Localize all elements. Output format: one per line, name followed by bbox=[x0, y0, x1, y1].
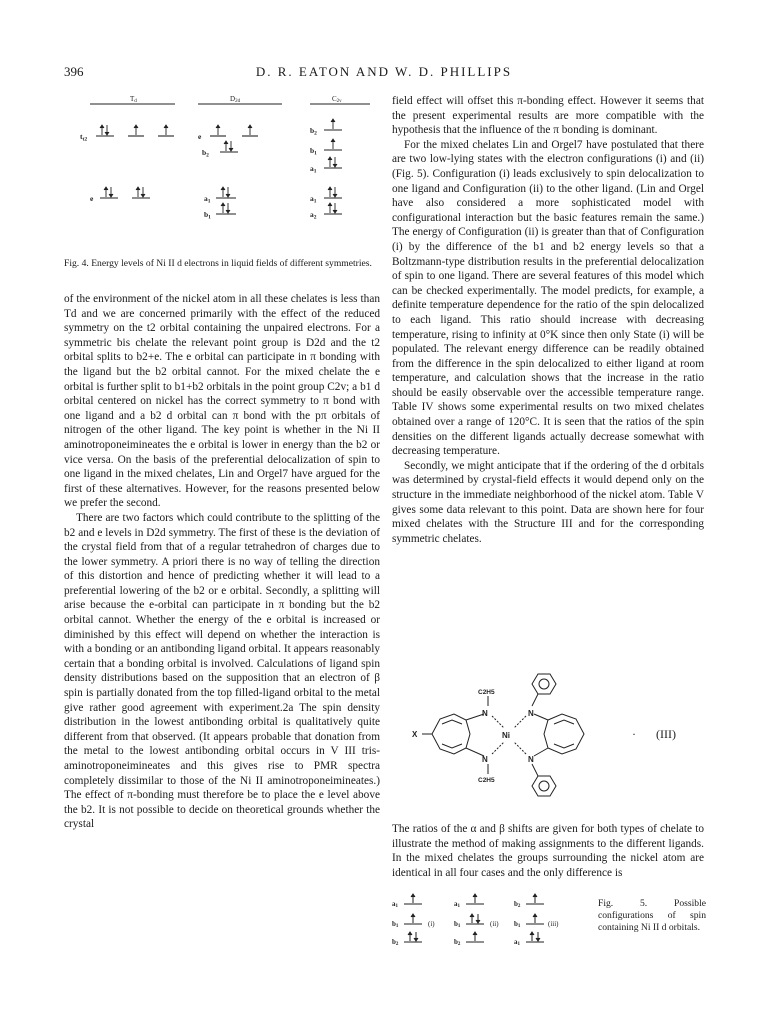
fig4-label-a1: $a_1$ bbox=[204, 194, 211, 205]
fig4-caption: Fig. 4. Energy levels of Ni II d electrons in liquid fields of different symmetries. bbox=[64, 258, 372, 269]
svg-text:b2: b2 bbox=[392, 938, 399, 947]
page-header bbox=[64, 64, 704, 84]
fig5-caption: Fig. 5. Possible configurations of spin containing Ni II d orbitals. bbox=[598, 898, 706, 933]
svg-text:b2: b2 bbox=[514, 900, 521, 909]
fig4-col-c2v: C2v bbox=[332, 96, 342, 104]
left-para-2: There are two factors which could contribute to the splitting of the b2 and e levels in D2d symmetry. The first of these is the deviation of the crystal field from that of a regular tetrahedron of charges due to the lower symmetry. A priori there is no way of telling the direction of this distortion and hence of predicting whether it will lead to a preferential lowering of the b2 or e orbital. Secondly, a splitting will arise because the e-orbital can participate in π bonding but the b2 orbital cannot. Whether the energy of the e orbital is increased or diminished by this effect will depend on whether the interaction is with a bonding or an antibonding ligand orbital. It appears reasonably certain that a bonding orbital is involved. Calculations of ligand spin density distributions based on the supposition that an electron of β spin is partially donated from the top filled-ligand orbital to the metal give rather good agreement with experiment.2a The spin density distribution in the lowest antibonding orbital is qualitatively quite different from that observed. (It appears probable that donation from the metal to the lowest antibonding orbital occurs in V III tris-aminotroponeimineates and this gives rise to PMR spectra completely dissimilar to those of the Ni II aminotroponeimineates.) The effect of π-bonding must therefore be to place the e level above the b2. It is not possible to decide on theoretical grounds whether the crystal bbox=[64, 511, 380, 831]
svg-text:a1: a1 bbox=[392, 900, 398, 909]
fig5-config-i: (i) bbox=[428, 920, 435, 928]
svg-text:b2: $b_2$ bbox=[310, 126, 317, 137]
structure-label: (III) bbox=[656, 727, 676, 741]
structure-ethyl: C2H5 bbox=[478, 689, 495, 696]
right-column-2: The ratios of the α and β shifts are given for both types of chelate to illustrate the method of making assignments to the different ligands. In the mixed chelates the groups surrounding the nickel atom are identical in all four cases and the only difference is bbox=[392, 823, 704, 879]
svg-text:b1: $b_1$ bbox=[310, 146, 317, 157]
running-head: D. R. EATON AND W. D. PHILLIPS bbox=[255, 64, 513, 79]
structure-iii bbox=[392, 664, 704, 804]
fig4-label-b2: $b_2$ bbox=[202, 148, 209, 159]
fig4-col-d2d: D2d bbox=[230, 96, 241, 104]
fig4-energy-levels bbox=[70, 96, 380, 256]
svg-text:N: N bbox=[528, 709, 534, 718]
fig4-label-t2: $t_{t2}$ bbox=[80, 132, 88, 143]
right-para-1: field effect will offset this π-bonding effect. However it seems that the present experimental results are more compatible with the hypothesis that the influence of the π bonding is dominant. bbox=[392, 95, 704, 137]
left-para-1: of the environment of the nickel atom in all these chelates is less than Td and we are concerned primarily with the effect of the reduced symmetry on the t2 orbital containing the unpaired electrons. For a symmetric bis chelate the relevant point group is D2d and the t2 orbital splits to b2+e. The e orbital can participate in π bonding with the ligand but the b2 orbital cannot. For the mixed chelate the e orbital is further split to b1+b2 orbitals in the point group C2v; a b1 d orbital centered on nickel has the correct symmetry to π bond with one ligand and a b2 d orbital can π bond with the pπ orbitals of nitrogen of the other ligand. The key point is whether in the Ni II aminotroponeimineates the e orbital is lower in energy than the b2 or vice versa. On the basis of the preferential delocalization of spin to one ligand in the mixed chelates, Lin and Orgel7 have argued for the first of these alternatives. However, for the reasons presented below we prefer the second. bbox=[64, 293, 380, 510]
svg-text:N: N bbox=[528, 755, 534, 764]
phenyl-top bbox=[532, 674, 556, 694]
svg-text:b1: b1 bbox=[454, 920, 461, 929]
fig5-config-ii: (ii) bbox=[490, 920, 499, 928]
fig4-label-b1: $b_1$ bbox=[204, 210, 211, 221]
left-column bbox=[64, 292, 380, 832]
right-para-2: For the mixed chelates Lin and Orgel7 have postulated that there are two low-lying states with the electron configurations (i) and (ii) (Fig. 5). Configuration (i) leads exclusively to spin delocalization to one ligand and Configuration (ii) to the other ligand. (Lin and Orgel have also considered a more sophisticated model with configurational interaction but the basic features remain the same.) The energy of Configuration (ii) is greater than that of Configuration (i) by the difference of the b1 and b2 energy levels so that a Boltzmann-type distribution results in the preferential delocalization of spin to one ligand. There are several features of this model which can be checked experimentally. The model predicts, for example, a definite temperature dependence for the ratio of the spin delocalized to each ligand. This ratio should increase with decreasing temperature, rising to infinity at 0°K since then only State (i) will be populated. The relevant energy difference can be readily obtained from the difference in the spin delocalized to either ligand at room temperature, and calculation shows that the increase in the ratio should be easily observable over the accessible temperature range. Table IV shows some experimental results on two mixed chelates obtained over a range of 120°C. It is seen that the ratios of the spin densities on the different ligands actually decrease somewhat with decreasing temperature. bbox=[392, 138, 704, 458]
fig4-col-td: Td bbox=[130, 96, 137, 104]
right-column bbox=[392, 94, 704, 546]
structure-x: X bbox=[412, 730, 418, 739]
svg-text:b1: b1 bbox=[392, 920, 399, 929]
svg-text:a1: $a_1$ bbox=[310, 194, 317, 205]
fig5-config-iii: (iii) bbox=[548, 920, 559, 928]
svg-text:a1: a1 bbox=[454, 900, 460, 909]
svg-text:·: · bbox=[632, 727, 636, 741]
svg-text:b2: b2 bbox=[454, 938, 461, 947]
structure-ni: Ni bbox=[502, 731, 510, 740]
fig4-label-e-d2d: e bbox=[198, 132, 202, 141]
fig5-configurations bbox=[392, 890, 588, 954]
svg-text:a1: a1 bbox=[514, 938, 520, 947]
phenyl-bottom bbox=[532, 776, 556, 796]
right-para-3: Secondly, we might anticipate that if the ordering of the d orbitals was determined by crystal-field effects it would depend only on the structure in the immediate neighborhood of the nickel atom. Table V gives some data relevant to this point. Data are shown here for four mixed chelates with the Structure III and for the corresponding symmetric chelates. bbox=[392, 459, 704, 545]
fig4-label-e: e bbox=[90, 194, 94, 203]
svg-text:a2: $a_2$ bbox=[310, 210, 317, 221]
structure-n: N bbox=[482, 709, 488, 718]
svg-text:N: N bbox=[482, 755, 488, 764]
svg-text:a1: $a_1$ bbox=[310, 164, 317, 175]
svg-text:C2H5: C2H5 bbox=[478, 777, 495, 784]
svg-text:b1: b1 bbox=[514, 920, 521, 929]
page-number: 396 bbox=[64, 64, 84, 79]
